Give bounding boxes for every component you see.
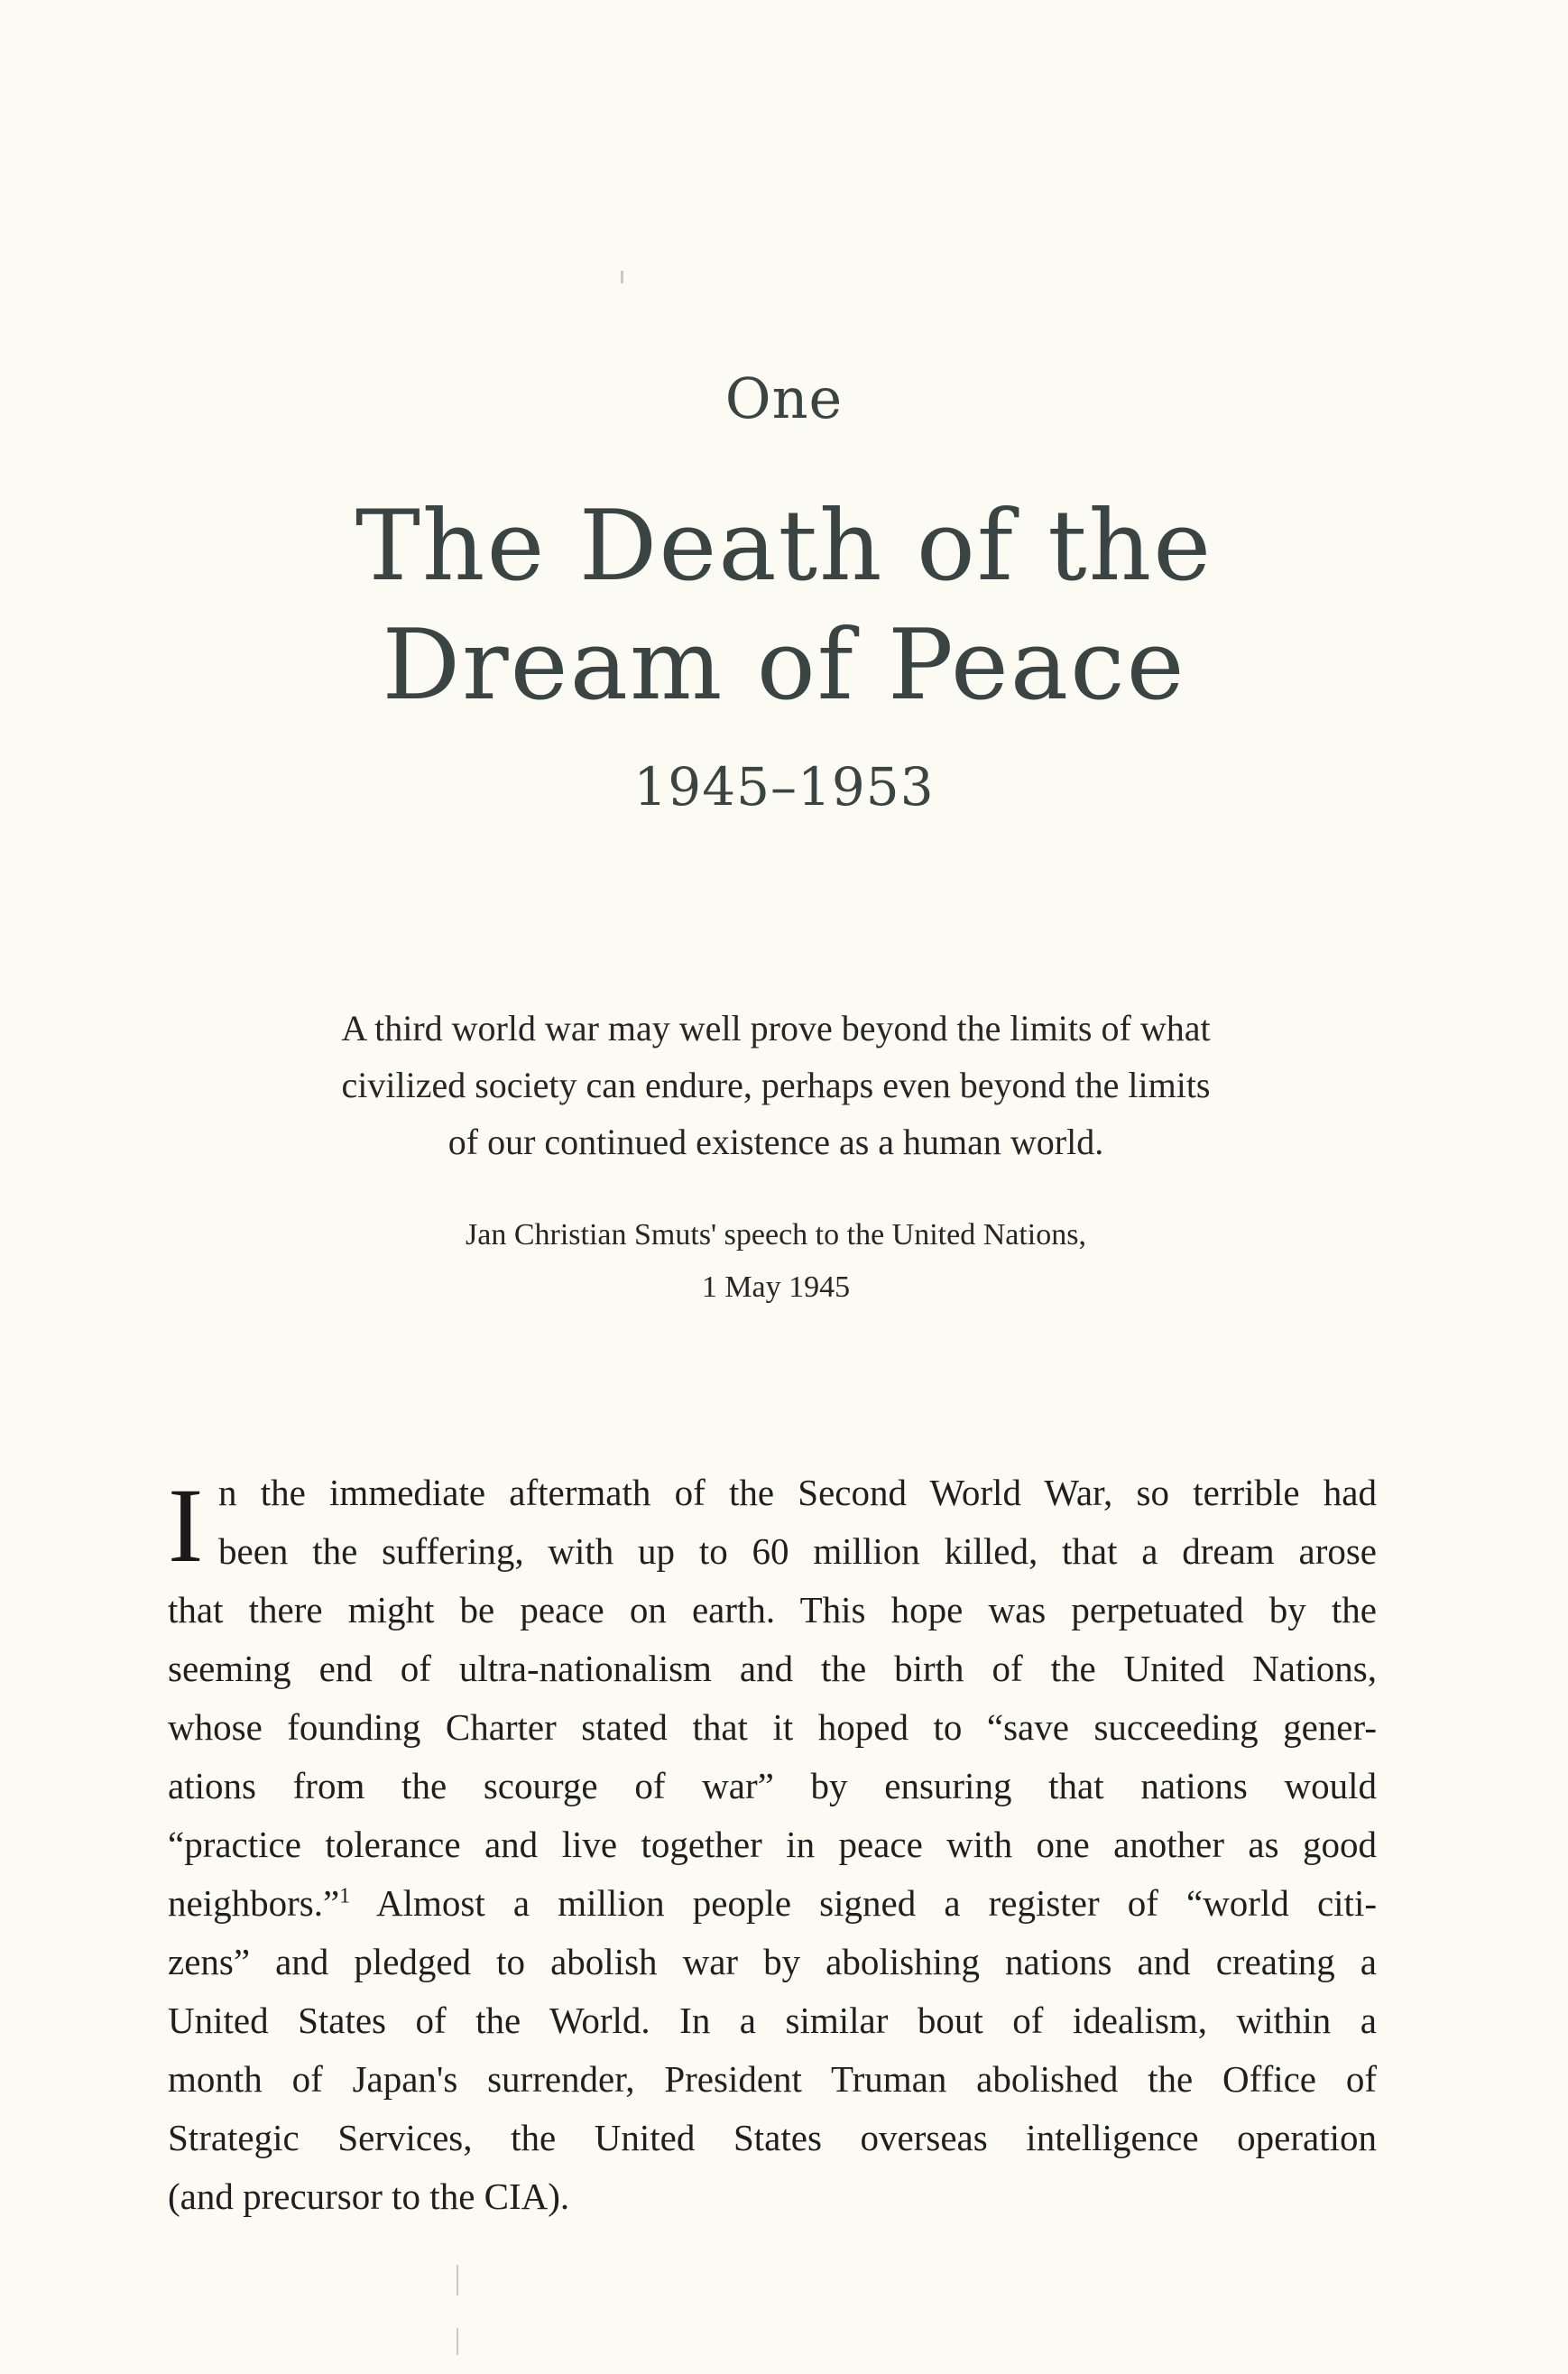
epigraph-attribution (235, 1209, 1317, 1314)
body-line: n the immediate aftermath of the Second World War, so terrible had (218, 1472, 1377, 1513)
chapter-number: One (724, 365, 844, 431)
epigraph-line-2: civilized society can endure, perhaps even beyond the limits (341, 1065, 1211, 1105)
chapter-title-line-1: The Death of the (355, 490, 1213, 603)
chapter-years: 1945–1953 (633, 756, 935, 818)
attribution-line-1: Jan Christian Smuts' speech to the United Nations, (466, 1218, 1086, 1252)
body-line: been the suffering, with up to 60 million killed, that a dream arose (218, 1530, 1377, 1572)
body-line: whose founding Charter stated that it hoped to “save succeeding gener- (168, 1706, 1377, 1748)
drop-cap: I (168, 1466, 204, 1584)
body-line-start: neighbors.” (168, 1882, 340, 1924)
scan-artifact-mark (457, 2265, 458, 2295)
epigraph-line-3: of our continued existence as a human world. (447, 1122, 1104, 1162)
body-line: zens” and pledged to abolish war by abolishing nations and creating a (168, 1941, 1377, 1982)
body-line: seeming end of ultra-nationalism and the birth of the United Nations, (168, 1648, 1377, 1689)
body-line: United States of the World. In a similar bout of idealism, within a (168, 2000, 1377, 2041)
body-line: “practice tolerance and live together in peace with one another as good (168, 1824, 1377, 1865)
scan-artifact-mark (457, 2328, 458, 2355)
body-paragraph (168, 1464, 1377, 2226)
body-line: month of Japan's surrender, President Truman abolished the Office of (168, 2058, 1377, 2100)
epigraph-line-1: A third world war may well prove beyond the limits of what (341, 1008, 1211, 1048)
attribution-line-2: 1 May 1945 (701, 1270, 851, 1304)
chapter-title (0, 487, 1568, 725)
scan-artifact-mark (621, 271, 623, 283)
body-line-end: Almost a million people signed a register of “world citi- (376, 1882, 1377, 1924)
body-line-with-footnote (168, 1874, 1377, 1933)
body-line: that there might be peace on earth. This hope was perpetuated by the (168, 1589, 1377, 1630)
body-line: ations from the scourge of war” by ensuring that nations would (168, 1765, 1377, 1806)
footnote-reference[interactable]: 1 (339, 1884, 351, 1908)
body-line: Strategic Services, the United States overseas intelligence operation (168, 2117, 1377, 2158)
body-line: (and precursor to the CIA). (168, 2175, 570, 2217)
chapter-title-line-2: Dream of Peace (382, 609, 1186, 722)
epigraph-quote (235, 1000, 1317, 1170)
